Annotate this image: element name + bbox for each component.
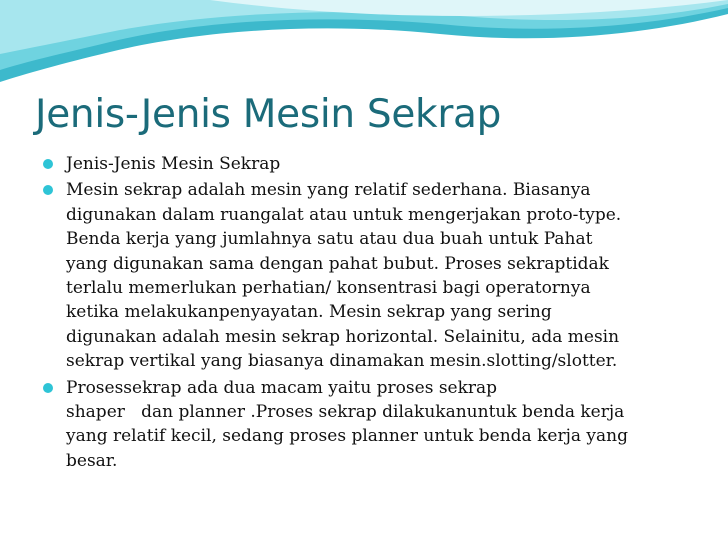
bullet-line: Benda kerja yang jumlahnya satu atau dua buah untuk Pahat bbox=[66, 229, 593, 250]
bullet-line: yang relatif kecil, sedang proses planner untuk benda kerja yang bbox=[66, 426, 628, 447]
bullet-line: Prosessekrap ada dua macam yaitu proses sekrap bbox=[66, 377, 498, 398]
bullet-line: terlalu memerlukan perhatian/ konsentrasi bagi operatornya bbox=[66, 278, 591, 299]
bullet-line: besar. bbox=[66, 450, 118, 471]
bullet-item-2 bbox=[40, 178, 690, 373]
bullet-dot-icon bbox=[43, 383, 53, 393]
bullet-dot-icon bbox=[43, 159, 53, 169]
bullet-line: Jenis-Jenis Mesin Sekrap bbox=[66, 154, 281, 174]
bullet-item-1 bbox=[40, 152, 690, 176]
bullet-item-3 bbox=[40, 376, 690, 474]
slide-title: Jenis-Jenis Mesin Sekrap bbox=[35, 92, 502, 137]
bullet-dot-icon bbox=[43, 185, 53, 195]
bullet-line: digunakan adalah mesin sekrap horizontal. Selainitu, ada mesin bbox=[66, 326, 620, 347]
header-wave-decoration bbox=[0, 0, 728, 90]
bullet-line: yang digunakan sama dengan pahat bubut. Proses sekraptidak bbox=[66, 253, 609, 274]
bullet-line: ketika melakukanpenyayatan. Mesin sekrap yang sering bbox=[66, 302, 552, 323]
bullet-list bbox=[40, 152, 690, 475]
bullet-line: sekrap vertikal yang biasanya dinamakan mesin.slotting/slotter. bbox=[66, 351, 618, 372]
bullet-line: shaper dan planner .Proses sekrap dilakukanuntuk benda kerja bbox=[66, 402, 625, 423]
bullet-line: digunakan dalam ruangalat atau untuk mengerjakan proto-type. bbox=[66, 204, 622, 225]
bullet-line: Mesin sekrap adalah mesin yang relatif sederhana. Biasanya bbox=[66, 180, 591, 201]
